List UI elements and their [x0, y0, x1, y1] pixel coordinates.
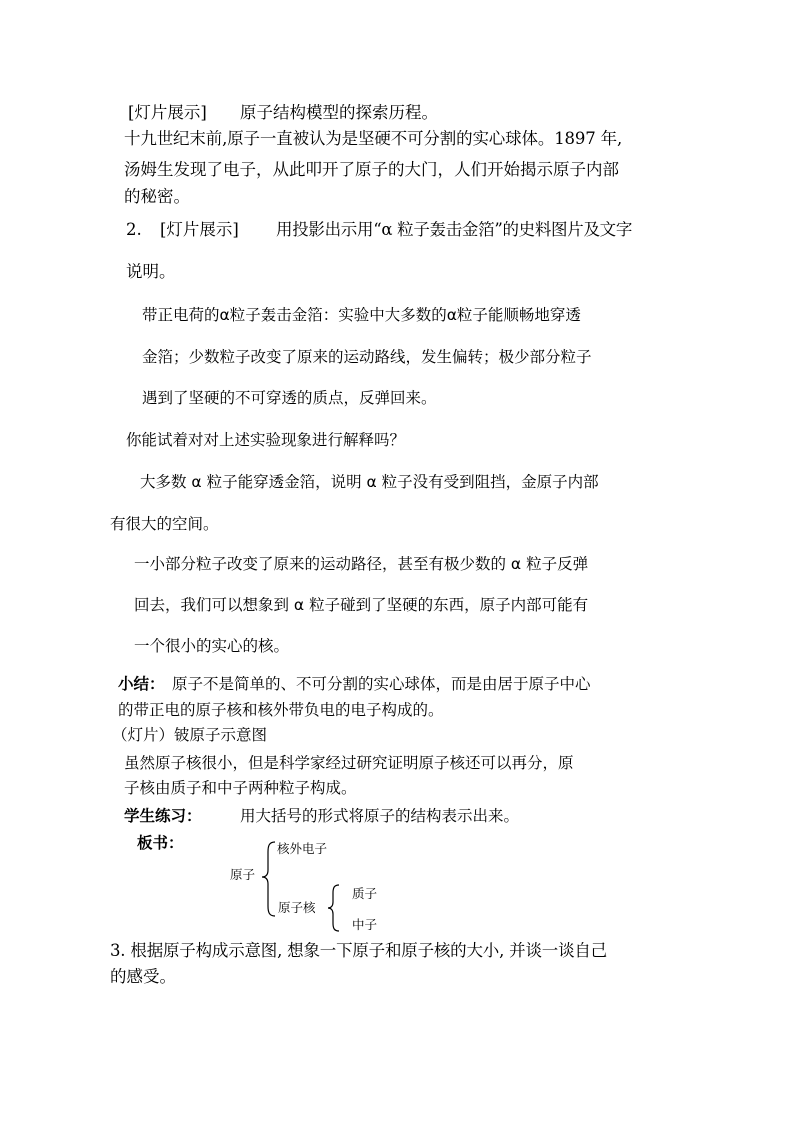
summary-label: 小结：	[118, 675, 165, 693]
slide-tag-2: [灯片展示]	[160, 220, 239, 239]
board-nucleus: 原子核	[278, 900, 316, 915]
summary-line-1: 原子不是简单的、不可分割的实心球体，而是由居于原子中心	[172, 675, 591, 693]
board-atom: 原子	[230, 867, 256, 882]
nucleus-brace	[326, 883, 342, 933]
desc-line-2: 金箔；少数粒子改变了原来的运动路线，发生偏转；极少部分粒子	[142, 348, 592, 366]
atom-brace	[259, 840, 279, 920]
section-2-line-1: 用投影出示用“α 粒子轰击金箔”的史料图片及文字	[276, 220, 633, 239]
slide-tag-1: [灯片展示]	[128, 103, 207, 122]
answer-1-line-1: 大多数 α 粒子能穿透金箔，说明 α 粒子没有受到阻挡，金原子内部	[140, 473, 599, 491]
nucleus-line-2: 子核由质子和中子两种粒子构成。	[124, 779, 357, 797]
exercise-text: 用大括号的形式将原子的结构表示出来。	[240, 807, 520, 825]
nucleus-line-1: 虽然原子核很小，但是科学家经过研究证明原子核还可以再分，原	[124, 754, 574, 772]
exercise-label: 学生练习：	[124, 807, 202, 825]
para-1-line-2: 汤姆生发现了电子，从此叩开了原子的大门，人们开始揭示原子内部	[124, 160, 619, 179]
section-2-line-2: 说明。	[126, 262, 176, 281]
para-1-line-1: 十九世纪末前,原子一直被认为是坚硬不可分割的实心球体。1897 年,	[124, 129, 623, 148]
answer-2-line-1: 一小部分粒子改变了原来的运动路径，甚至有极少数的 α 粒子反弹	[134, 555, 589, 573]
board-label: 板书：	[137, 834, 184, 852]
answer-1-line-2: 有很大的空间。	[110, 515, 219, 533]
board-proton: 质子	[352, 886, 378, 901]
answer-2-line-3: 一个很小的实心的核。	[134, 637, 290, 655]
section-title-1: 原子结构模型的探索历程。	[240, 103, 438, 122]
board-neutron: 中子	[352, 917, 378, 932]
desc-line-1: 带正电荷的α粒子轰击金箔：实验中大多数的α粒子能顺畅地穿透	[142, 306, 581, 324]
section-3-line-2: 的感受。	[110, 967, 176, 986]
summary-line-2: 的带正电的原子核和核外带负电的电子构成的。	[118, 701, 444, 719]
slide-note: （灯片）铍原子示意图	[112, 726, 268, 744]
section-number-2: 2.	[126, 220, 142, 239]
section-3-line-1: 3. 根据原子构成示意图, 想象一下原子和原子核的大小, 并谈一谈自己	[110, 941, 607, 960]
answer-2-line-2: 回去，我们可以想象到 α 粒子碰到了坚硬的东西，原子内部可能有	[134, 596, 589, 614]
question: 你能试着对对上述实验现象进行解释吗？	[126, 431, 406, 449]
desc-line-3: 遇到了坚硬的不可穿透的质点，反弹回来。	[142, 389, 437, 407]
board-electron: 核外电子	[277, 841, 328, 856]
para-1-line-3: 的秘密。	[124, 187, 190, 206]
